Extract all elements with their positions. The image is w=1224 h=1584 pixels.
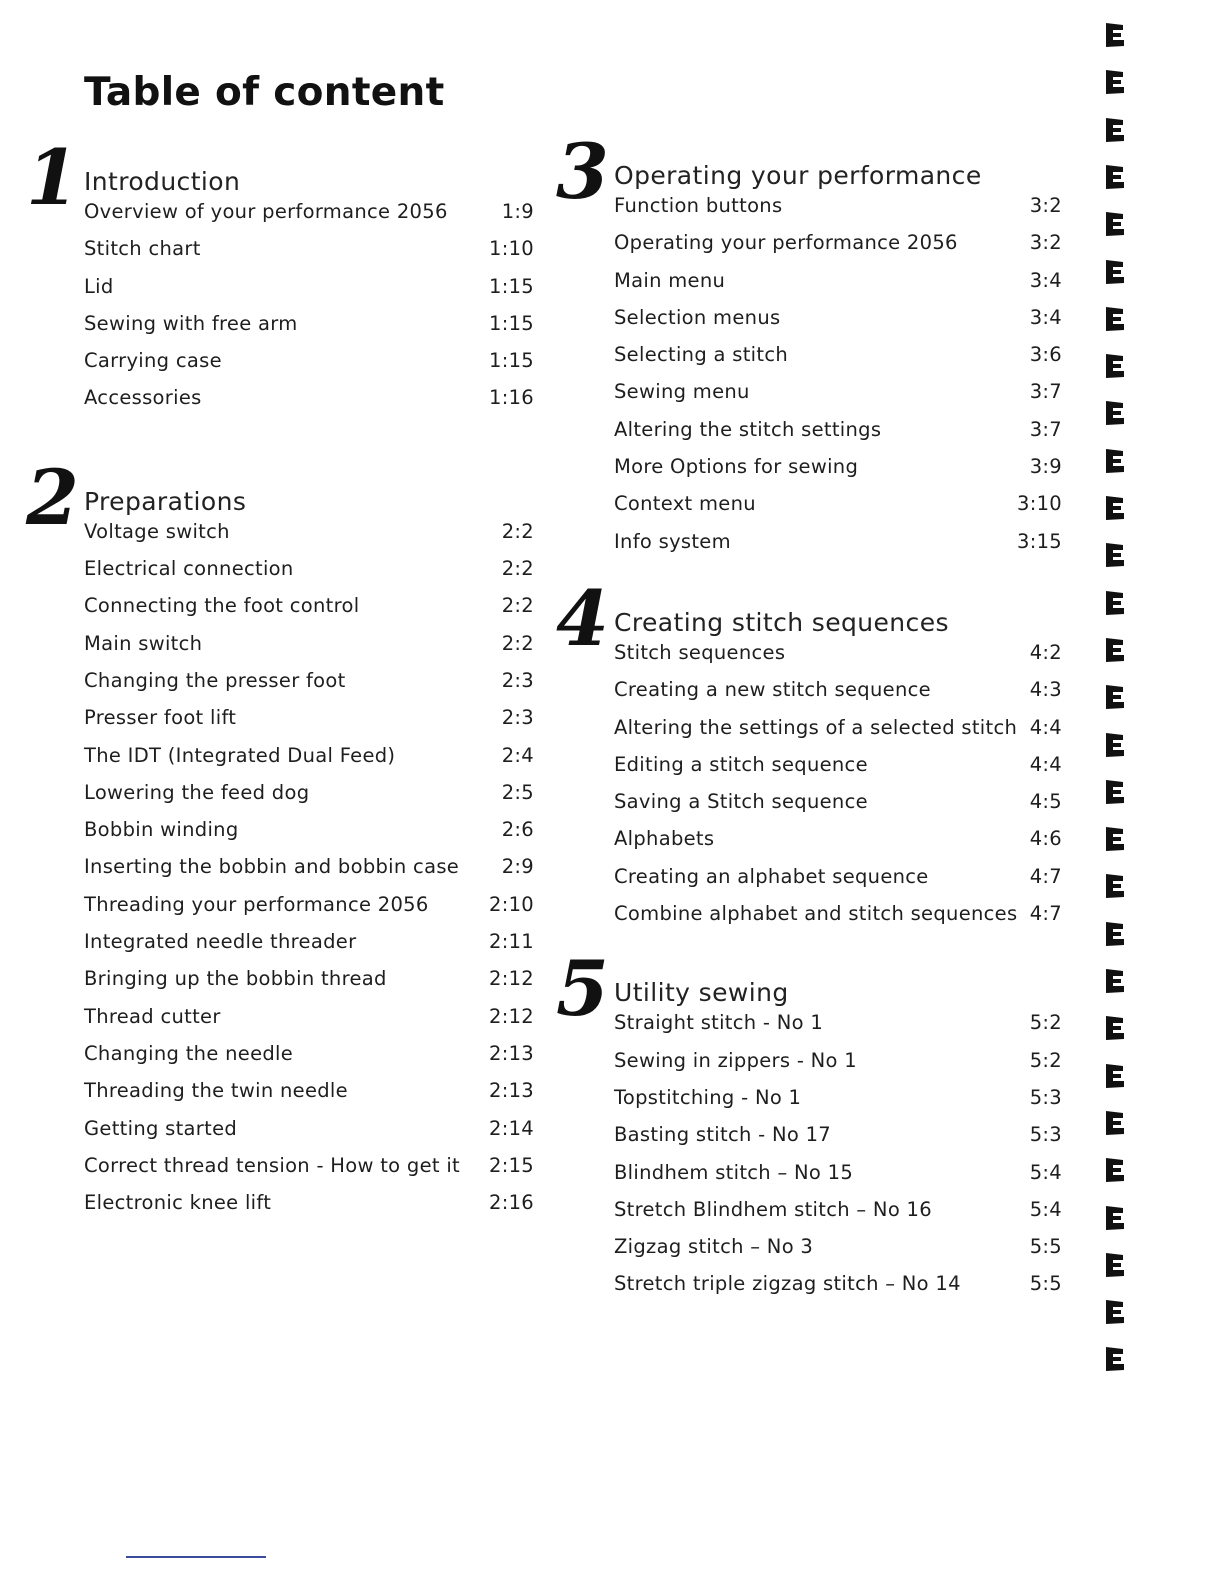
page-title: Table of content xyxy=(84,70,445,115)
toc-entry[interactable] xyxy=(84,855,534,892)
binding-tab-icon xyxy=(1104,1299,1126,1325)
chapter-number: 4 xyxy=(556,573,609,663)
toc-entry-page: 2:5 xyxy=(501,780,534,804)
binding-tab-icon xyxy=(1104,448,1126,474)
binding-tab-icon xyxy=(1104,69,1126,95)
toc-entry[interactable] xyxy=(614,790,1062,827)
section-title: Creating stitch sequences xyxy=(614,607,949,637)
toc-section-2 xyxy=(26,452,566,1229)
toc-entry[interactable] xyxy=(84,1042,534,1079)
binding-tab-icon xyxy=(1104,1252,1126,1278)
toc-entry-page: 3:4 xyxy=(1029,305,1062,329)
toc-entry[interactable] xyxy=(84,1005,534,1042)
toc-entry-page: 1:16 xyxy=(489,386,534,410)
binding-tab-icon xyxy=(1104,1015,1126,1041)
toc-entry[interactable] xyxy=(84,200,534,237)
toc-entry[interactable] xyxy=(84,520,534,557)
binding-tab-icon xyxy=(1104,637,1126,663)
binding-tab-icon xyxy=(1104,921,1126,947)
toc-entry-label: Stretch Blindhem stitch – No 16 xyxy=(614,1197,932,1221)
binding-tab-icon xyxy=(1104,1110,1126,1136)
entry-list xyxy=(614,1011,1086,1309)
toc-entry[interactable] xyxy=(84,818,534,855)
toc-entry-page: 2:2 xyxy=(501,557,534,581)
footer-rule xyxy=(126,1556,266,1558)
toc-entry[interactable] xyxy=(614,902,1062,939)
toc-entry-page: 1:15 xyxy=(489,349,534,373)
toc-entry-label: Stretch triple zigzag stitch – No 14 xyxy=(614,1272,961,1296)
toc-entry-label: Selecting a stitch xyxy=(614,343,789,367)
toc-entry-page: 2:12 xyxy=(489,967,534,991)
toc-entry-page: 2:12 xyxy=(489,1004,534,1028)
toc-entry[interactable] xyxy=(614,455,1062,492)
toc-entry-page: 4:7 xyxy=(1029,864,1062,888)
toc-entry-label: Function buttons xyxy=(614,194,783,217)
binding-tab-icon xyxy=(1104,873,1126,899)
toc-entry-page: 4:3 xyxy=(1029,678,1062,702)
binding-tab-icon xyxy=(1104,684,1126,710)
toc-entry-label: Getting started xyxy=(84,1116,238,1140)
binding-tab-icon xyxy=(1104,590,1126,616)
toc-entry-label: Altering the stitch settings xyxy=(614,417,882,441)
binding-tab-icon xyxy=(1104,400,1126,426)
section-title: Introduction xyxy=(84,167,241,196)
binding-tab-icon xyxy=(1104,1346,1126,1372)
toc-entry-page: 3:7 xyxy=(1029,380,1062,404)
toc-entry-label: Bobbin winding xyxy=(84,818,239,842)
section-title: Utility sewing xyxy=(614,978,789,1008)
toc-entry[interactable] xyxy=(614,418,1062,455)
entry-list xyxy=(614,641,1086,939)
toc-entry-page: 3:2 xyxy=(1029,231,1062,255)
toc-entry-label: Sewing with free arm xyxy=(84,311,298,335)
toc-entry-label: Lid xyxy=(84,274,114,298)
toc-entry[interactable] xyxy=(614,1272,1062,1309)
toc-entry[interactable] xyxy=(84,781,534,818)
toc-entry[interactable] xyxy=(614,306,1062,343)
toc-entry[interactable] xyxy=(84,744,534,781)
toc-entry-page: 2:2 xyxy=(501,519,534,543)
toc-entry-page: 5:2 xyxy=(1029,1011,1062,1035)
toc-entry[interactable] xyxy=(614,1123,1062,1160)
toc-entry-label: Presser foot lift xyxy=(84,706,237,730)
toc-entry-label: Threading your performance 2056 xyxy=(84,892,429,916)
toc-entry-label: Combine alphabet and stitch sequences xyxy=(614,902,1018,926)
toc-entry[interactable] xyxy=(84,557,534,594)
toc-section-1 xyxy=(26,133,566,424)
toc-entry[interactable] xyxy=(614,492,1062,529)
toc-entry-page: 2:4 xyxy=(501,743,534,767)
binding-tab-icon xyxy=(1104,22,1126,48)
toc-entry-label: Topstitching - No 1 xyxy=(614,1085,802,1109)
toc-entry-label: Altering the settings of a selected stitch xyxy=(614,715,1018,739)
chapter-number: 3 xyxy=(556,127,609,216)
toc-entry[interactable] xyxy=(84,349,534,386)
chapter-number: 2 xyxy=(26,452,79,542)
toc-entry-label: Integrated needle threader xyxy=(84,930,357,954)
toc-entry-label: Inserting the bobbin and bobbin case xyxy=(84,855,460,879)
section-title: Operating your performance xyxy=(614,161,982,190)
toc-entry-page: 4:4 xyxy=(1029,715,1062,739)
toc-entry-label: Electrical connection xyxy=(84,557,294,581)
toc-entry-label: Main switch xyxy=(84,631,203,655)
toc-entry[interactable] xyxy=(614,269,1062,306)
toc-entry-page: 5:2 xyxy=(1029,1048,1062,1072)
toc-entry-page: 5:3 xyxy=(1029,1085,1062,1109)
toc-entry-page: 3:10 xyxy=(1017,492,1062,516)
toc-entry[interactable] xyxy=(84,893,534,930)
toc-column-right xyxy=(556,127,1086,1310)
toc-entry-page: 2:6 xyxy=(501,818,534,842)
toc-entry-page: 5:4 xyxy=(1029,1160,1062,1184)
toc-entry-label: Creating an alphabet sequence xyxy=(614,864,929,888)
binding-tab-icon xyxy=(1104,968,1126,994)
toc-entry-page: 1:10 xyxy=(489,237,534,261)
toc-entry-page: 3:7 xyxy=(1029,417,1062,441)
entry-list xyxy=(84,200,566,424)
binding-tab-icon xyxy=(1104,732,1126,758)
toc-entry[interactable] xyxy=(614,753,1062,790)
binding-tab-icon xyxy=(1104,164,1126,190)
toc-entry-page: 4:6 xyxy=(1029,827,1062,851)
toc-entry-page: 1:15 xyxy=(489,311,534,335)
toc-entry-label: Info system xyxy=(614,529,731,553)
toc-entry[interactable] xyxy=(614,641,1062,678)
binding-tab-icon xyxy=(1104,779,1126,805)
toc-entry-page: 2:16 xyxy=(489,1191,534,1215)
toc-entry-label: Selection menus xyxy=(614,305,781,329)
toc-entry-label: Electronic knee lift xyxy=(84,1191,272,1215)
toc-entry-page: 1:15 xyxy=(489,274,534,298)
toc-entry-label: Bringing up the bobbin thread xyxy=(84,967,387,991)
toc-entry[interactable] xyxy=(84,386,534,423)
toc-entry-label: Overview of your performance 2056 xyxy=(84,200,448,223)
toc-entry-label: The IDT (Integrated Dual Feed) xyxy=(84,743,396,767)
toc-entry[interactable] xyxy=(84,967,534,1004)
toc-entry[interactable] xyxy=(614,1161,1062,1198)
binding-tab-icon xyxy=(1104,542,1126,568)
binding-tab-icon xyxy=(1104,1205,1126,1231)
entry-list xyxy=(614,194,1086,567)
toc-entry[interactable] xyxy=(84,669,534,706)
toc-entry-page: 4:4 xyxy=(1029,752,1062,776)
toc-entry-label: Changing the presser foot xyxy=(84,668,346,692)
toc-entry-page: 3:4 xyxy=(1029,268,1062,292)
toc-entry[interactable] xyxy=(614,380,1062,417)
toc-entry[interactable] xyxy=(614,194,1062,231)
section-title: Preparations xyxy=(84,486,247,516)
binding-tab-icon xyxy=(1104,1063,1126,1089)
toc-entry[interactable] xyxy=(84,706,534,743)
toc-entry-label: Connecting the foot control xyxy=(84,594,360,618)
chapter-number: 1 xyxy=(26,133,79,222)
binding-tab-icon xyxy=(1104,211,1126,237)
toc-entry-page: 5:3 xyxy=(1029,1123,1062,1147)
toc-entry[interactable] xyxy=(84,930,534,967)
toc-entry[interactable] xyxy=(84,1117,534,1154)
toc-entry-page: 2:3 xyxy=(501,706,534,730)
toc-entry-page: 2:13 xyxy=(489,1041,534,1065)
toc-entry-page: 5:5 xyxy=(1029,1272,1062,1296)
toc-entry[interactable] xyxy=(84,632,534,669)
binding-tab-icon xyxy=(1104,353,1126,379)
binding-tab-icon xyxy=(1104,826,1126,852)
toc-entry-label: Changing the needle xyxy=(84,1041,294,1065)
toc-entry-label: Thread cutter xyxy=(84,1004,221,1028)
binding-tab-icon xyxy=(1104,495,1126,521)
toc-entry-label: Voltage switch xyxy=(84,519,230,543)
toc-entry-label: Carrying case xyxy=(84,349,222,373)
toc-entry[interactable] xyxy=(84,275,534,312)
toc-entry-page: 2:3 xyxy=(501,668,534,692)
toc-entry-label: Lowering the feed dog xyxy=(84,780,310,804)
toc-entry-page: 2:11 xyxy=(489,930,534,954)
toc-entry-label: Sewing menu xyxy=(614,380,750,404)
toc-section-5 xyxy=(556,944,1086,1309)
toc-entry-label: Basting stitch - No 17 xyxy=(614,1123,831,1147)
toc-entry[interactable] xyxy=(84,1154,534,1191)
toc-entry-page: 2:2 xyxy=(501,594,534,618)
toc-entry[interactable] xyxy=(614,1011,1062,1048)
toc-entry-label: Editing a stitch sequence xyxy=(614,752,868,776)
toc-entry-label: Threading the twin needle xyxy=(84,1079,348,1103)
toc-entry[interactable] xyxy=(614,678,1062,715)
toc-entry-label: Zigzag stitch – No 3 xyxy=(614,1235,814,1259)
toc-entry[interactable] xyxy=(84,1191,534,1228)
toc-entry-label: More Options for sewing xyxy=(614,455,859,479)
toc-entry[interactable] xyxy=(614,1086,1062,1123)
toc-entry-label: Alphabets xyxy=(614,827,715,851)
toc-entry-label: Straight stitch - No 1 xyxy=(614,1011,824,1035)
toc-entry[interactable] xyxy=(614,530,1062,567)
toc-entry-label: Stitch sequences xyxy=(614,640,786,664)
toc-section-3 xyxy=(556,127,1086,567)
toc-entry-label: Stitch chart xyxy=(84,237,201,261)
toc-entry-page: 2:10 xyxy=(489,892,534,916)
toc-entry-label: Accessories xyxy=(84,386,202,410)
toc-entry-page: 2:14 xyxy=(489,1116,534,1140)
toc-entry-page: 3:15 xyxy=(1017,529,1062,553)
toc-column-left xyxy=(26,133,566,1228)
toc-entry-page: 1:9 xyxy=(501,200,534,223)
toc-entry-page: 5:5 xyxy=(1029,1235,1062,1259)
toc-entry[interactable] xyxy=(84,594,534,631)
binding-tab-icon xyxy=(1104,259,1126,285)
toc-entry-label: Creating a new stitch sequence xyxy=(614,678,931,702)
toc-entry[interactable] xyxy=(614,827,1062,864)
toc-entry[interactable] xyxy=(614,1198,1062,1235)
toc-entry[interactable] xyxy=(614,343,1062,380)
toc-entry[interactable] xyxy=(614,231,1062,268)
toc-entry[interactable] xyxy=(614,1049,1062,1086)
toc-entry-page: 2:13 xyxy=(489,1079,534,1103)
toc-entry[interactable] xyxy=(614,1235,1062,1272)
toc-entry[interactable] xyxy=(614,716,1062,753)
toc-entry-page: 2:9 xyxy=(501,855,534,879)
binding-tab-icon xyxy=(1104,306,1126,332)
binding-tab-icon xyxy=(1104,1157,1126,1183)
toc-entry-label: Correct thread tension - How to get it xyxy=(84,1153,460,1177)
entry-list xyxy=(84,520,566,1229)
toc-entry-page: 2:15 xyxy=(489,1153,534,1177)
toc-entry[interactable] xyxy=(614,865,1062,902)
toc-entry-page: 3:2 xyxy=(1029,194,1062,217)
toc-entry-page: 4:2 xyxy=(1029,640,1062,664)
toc-entry-label: Saving a Stitch sequence xyxy=(614,790,868,814)
chapter-number: 5 xyxy=(556,944,609,1034)
toc-entry-page: 3:6 xyxy=(1029,343,1062,367)
toc-entry-page: 4:7 xyxy=(1029,902,1062,926)
toc-entry-page: 3:9 xyxy=(1029,455,1062,479)
toc-section-4 xyxy=(556,573,1086,939)
binding-tab-icon xyxy=(1104,117,1126,143)
toc-entry-label: Context menu xyxy=(614,492,756,516)
toc-entry[interactable] xyxy=(84,1079,534,1116)
toc-entry-page: 2:2 xyxy=(501,631,534,655)
toc-entry[interactable] xyxy=(84,237,534,274)
toc-entry-label: Operating your performance 2056 xyxy=(614,231,958,255)
toc-entry-page: 5:4 xyxy=(1029,1197,1062,1221)
toc-entry[interactable] xyxy=(84,312,534,349)
toc-entry-page: 4:5 xyxy=(1029,790,1062,814)
toc-entry-label: Sewing in zippers - No 1 xyxy=(614,1048,857,1072)
toc-entry-label: Main menu xyxy=(614,268,726,292)
toc-entry-label: Blindhem stitch – No 15 xyxy=(614,1160,854,1184)
